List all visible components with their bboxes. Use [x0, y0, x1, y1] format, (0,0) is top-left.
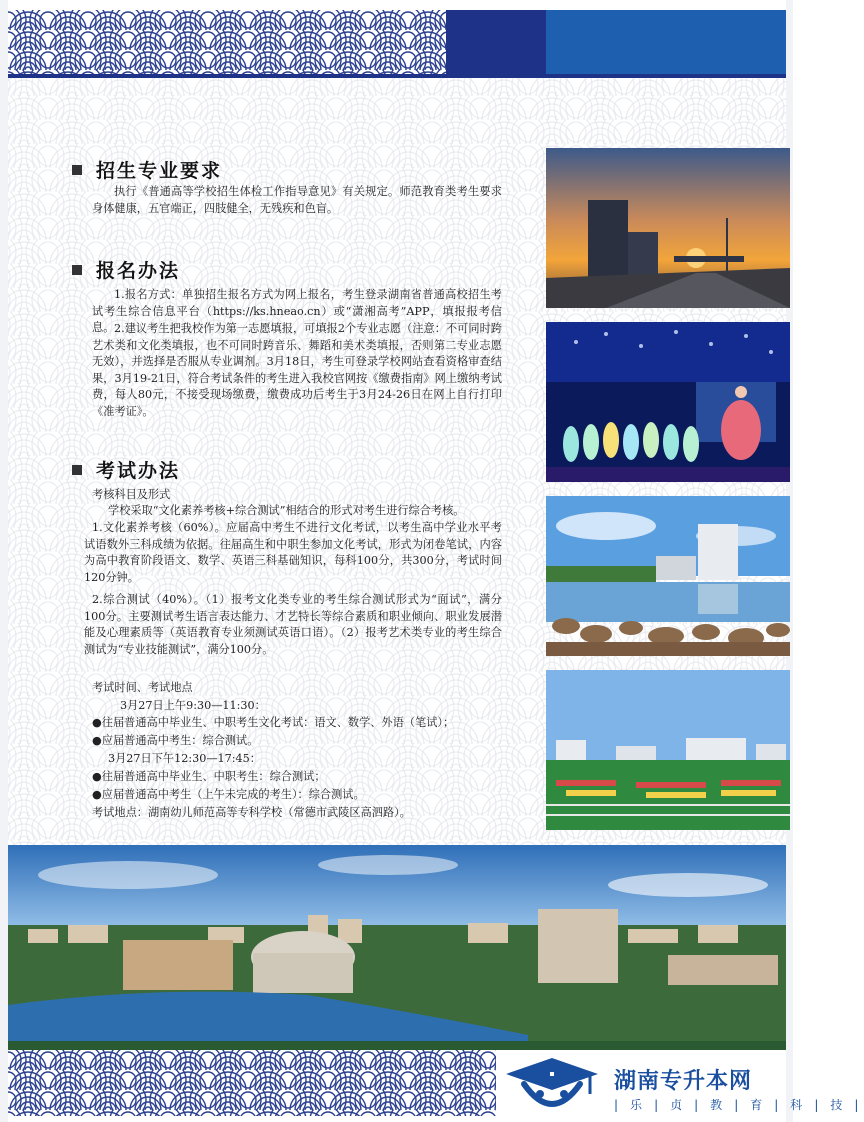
bullet-square-icon — [72, 265, 82, 275]
schedule-pm-item-1: ●往届普通高中毕业生、中职考生：综合测试； — [92, 770, 326, 783]
registration-para-2: 2.建议考生把我校作为第一志愿填报，可填报2个专业志愿（注意：不可同时跨艺术类和文化类填报，也不可同时跨音乐、舞蹈和美术类填报，否则第二专业志愿无效），并选择是否服从专业调剂。3月18日，考生可登录学校网站查看资格审查结果，3月19-21日，符合考试条件的考生进入我校官网按《缴费指南》网上缴纳考试费，每人80元，不接受现场缴费，缴费成功后考生于3月24-26日在网上自行打印《准考证》。 — [92, 322, 502, 418]
header-wave-band — [8, 10, 446, 74]
schedule-am-item-1: ●往届普通高中毕业生、中职考生文化考试：语文、数学、外语（笔试）； — [92, 716, 455, 729]
section-title-registration: 报名办法 — [72, 256, 180, 283]
footer-wave-band — [8, 1050, 496, 1116]
schedule-pm-time: 3月27日下午12:30—17:45： — [108, 752, 261, 765]
photo-dance-performance — [546, 322, 790, 482]
graduation-cap-logo-icon — [502, 1054, 602, 1120]
photo-campus-aerial — [8, 845, 786, 1050]
section-title-requirements: 招生专业要求 — [72, 156, 222, 183]
schedule-pm-item-2: ●应届普通高中考生（上午未完成的考生）：综合测试。 — [92, 788, 365, 801]
schedule-am-item-2: ●应届普通高中考生：综合测试。 — [92, 734, 259, 747]
header-divider — [8, 74, 786, 78]
requirements-body: 执行《普通高等学校招生体检工作指导意见》有关规定。师范教育类考生要求身体健康，五官端正，四肢健全，无残疾和色盲。 — [92, 185, 502, 215]
bullet-square-icon — [72, 465, 82, 475]
exam-intro: 学校采取“文化素养考核+综合测试”相结合的形式对考生进行综合考核。 — [108, 504, 465, 517]
photo-sports-field — [546, 670, 790, 830]
section-title-exam: 考试办法 — [72, 456, 180, 483]
schedule-location: 考试地点：湖南幼儿师范高等专科学校（常德市武陵区高泗路）。 — [92, 806, 411, 819]
logo-block — [496, 1050, 859, 1122]
registration-para-1: 1.报名方式：单独招生报名方式为网上报名，考生登录湖南省普通高校招生考试考生综合信息平台（https://ks.hneao.cn）或“潇湘高考”APP，填报报考信息。 — [92, 288, 502, 334]
header-navy-block — [446, 10, 546, 74]
photo-campus-lake — [546, 496, 790, 656]
bullet-square-icon — [72, 165, 82, 175]
photo-campus-sunset — [546, 148, 790, 308]
header-blue-block — [546, 10, 786, 74]
logo-tagline: | 乐 | 贞 | 教 | 育 | 科 | 技 | — [614, 1098, 859, 1112]
exam-subtitle: 考核科目及形式 — [92, 488, 171, 501]
exam-para-2: 2.综合测试（40%）。（1）报考文化类专业的考生综合测试形式为“面试”，满分100分。主要测试考生语言表达能力、才艺特长等综合素质和职业倾向、职业发展潜能及心理素质等（英语教育专业须测试英语口语）。（2）报考艺术类专业的考生综合测试为“专业技能测试”，满分100分。 — [84, 593, 502, 656]
exam-para-1: 1.文化素养考核（60%）。应届高中考生不进行文化考试，以考生高中学业水平考试语数外三科成绩为依据。往届高生和中职生参加文化考试，形式为闭卷笔试，内容为高中教育阶段语文、数学、英语三科基础知识，每科100分，共300分，考试时间120分钟。 — [84, 521, 502, 584]
logo-title: 湖南专升本网 — [614, 1069, 753, 1094]
schedule-am-time: 3月27日上午9:30—11:30： — [120, 699, 266, 712]
schedule-heading: 考试时间、考试地点 — [92, 681, 193, 694]
